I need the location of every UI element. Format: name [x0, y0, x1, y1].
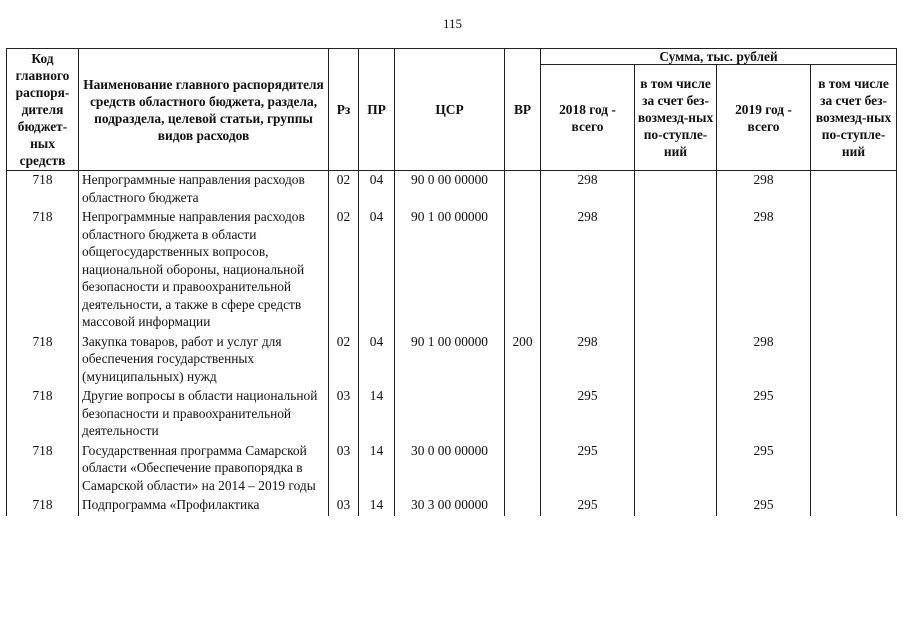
- cell-free-2018: [635, 442, 717, 497]
- cell-code: 718: [7, 387, 79, 442]
- table-row: [7, 208, 897, 333]
- cell-pr: 04: [359, 171, 395, 209]
- cell-sum-2018: 298: [541, 171, 635, 209]
- cell-rz: 03: [329, 442, 359, 497]
- cell-free-2019: [811, 171, 897, 209]
- header-2019-free: в том числе за счет без-возмезд-ных по-ступле-ний: [811, 65, 897, 171]
- header-rz: Рз: [329, 49, 359, 171]
- table-row: [7, 171, 897, 209]
- cell-rz: 02: [329, 171, 359, 209]
- cell-free-2019: [811, 208, 897, 333]
- cell-pr: 14: [359, 496, 395, 516]
- header-2019-total: 2019 год - всего: [717, 65, 811, 171]
- cell-vr: [505, 496, 541, 516]
- cell-free-2018: [635, 171, 717, 209]
- cell-rz: 02: [329, 333, 359, 388]
- cell-sum-2018: 295: [541, 387, 635, 442]
- cell-sum-2019: 295: [717, 496, 811, 516]
- cell-free-2019: [811, 496, 897, 516]
- cell-pr: 14: [359, 387, 395, 442]
- cell-sum-2019: 298: [717, 333, 811, 388]
- table-row: [7, 496, 897, 516]
- cell-free-2019: [811, 333, 897, 388]
- cell-free-2018: [635, 208, 717, 333]
- cell-csr: 30 3 00 00000: [395, 496, 505, 516]
- cell-vr: 200: [505, 333, 541, 388]
- cell-vr: [505, 387, 541, 442]
- cell-sum-2018: 298: [541, 333, 635, 388]
- cell-pr: 04: [359, 208, 395, 333]
- cell-rz: 03: [329, 387, 359, 442]
- table-header: [7, 49, 897, 171]
- cell-sum-2018: 298: [541, 208, 635, 333]
- cell-free-2019: [811, 442, 897, 497]
- cell-code: 718: [7, 333, 79, 388]
- cell-free-2018: [635, 333, 717, 388]
- header-vr: ВР: [505, 49, 541, 171]
- cell-name: Непрограммные направления расходов областного бюджета в области общегосударственных вопросов, национальной обороны, национальной безопасности и правоохранительной деятельности, а также в сфере средств массовой информации: [79, 208, 329, 333]
- cell-vr: [505, 171, 541, 209]
- cell-free-2019: [811, 387, 897, 442]
- cell-sum-2019: 295: [717, 442, 811, 497]
- cell-vr: [505, 208, 541, 333]
- cell-csr: [395, 387, 505, 442]
- cell-code: 718: [7, 496, 79, 516]
- header-2018-free: в том числе за счет без-возмезд-ных по-ступле-ний: [635, 65, 717, 171]
- header-sum-group: Сумма, тыс. рублей: [541, 49, 897, 65]
- cell-code: 718: [7, 442, 79, 497]
- header-2018-total: 2018 год - всего: [541, 65, 635, 171]
- cell-pr: 04: [359, 333, 395, 388]
- cell-code: 718: [7, 208, 79, 333]
- cell-sum-2018: 295: [541, 496, 635, 516]
- table-row: [7, 442, 897, 497]
- cell-name: Непрограммные направления расходов областного бюджета: [79, 171, 329, 209]
- cell-csr: 30 0 00 00000: [395, 442, 505, 497]
- cell-free-2018: [635, 387, 717, 442]
- cell-rz: 03: [329, 496, 359, 516]
- budget-table: [6, 48, 897, 516]
- header-csr: ЦСР: [395, 49, 505, 171]
- cell-csr: 90 1 00 00000: [395, 333, 505, 388]
- cell-name: Государственная программа Самарской области «Обеспечение правопорядка в Самарской области» на 2014 – 2019 годы: [79, 442, 329, 497]
- table-row: [7, 387, 897, 442]
- cell-name: Другие вопросы в области национальной безопасности и правоохранительной деятельности: [79, 387, 329, 442]
- cell-sum-2019: 298: [717, 208, 811, 333]
- table-body: [7, 171, 897, 516]
- header-code: Код главного распоря-дителя бюджет-ных средств: [7, 49, 79, 171]
- cell-code: 718: [7, 171, 79, 209]
- header-name: Наименование главного распорядителя средств областного бюджета, раздела, подраздела, целевой статьи, группы видов расходов: [79, 49, 329, 171]
- cell-sum-2019: 298: [717, 171, 811, 209]
- cell-vr: [505, 442, 541, 497]
- cell-pr: 14: [359, 442, 395, 497]
- cell-sum-2019: 295: [717, 387, 811, 442]
- cell-name: Подпрограмма «Профилактика: [79, 496, 329, 516]
- cell-csr: 90 0 00 00000: [395, 171, 505, 209]
- table-row: [7, 333, 897, 388]
- cell-sum-2018: 295: [541, 442, 635, 497]
- cell-rz: 02: [329, 208, 359, 333]
- cell-csr: 90 1 00 00000: [395, 208, 505, 333]
- cell-free-2018: [635, 496, 717, 516]
- header-pr: ПР: [359, 49, 395, 171]
- page-number: 115: [442, 16, 463, 31]
- cell-name: Закупка товаров, работ и услуг для обеспечения государственных (муниципальных) нужд: [79, 333, 329, 388]
